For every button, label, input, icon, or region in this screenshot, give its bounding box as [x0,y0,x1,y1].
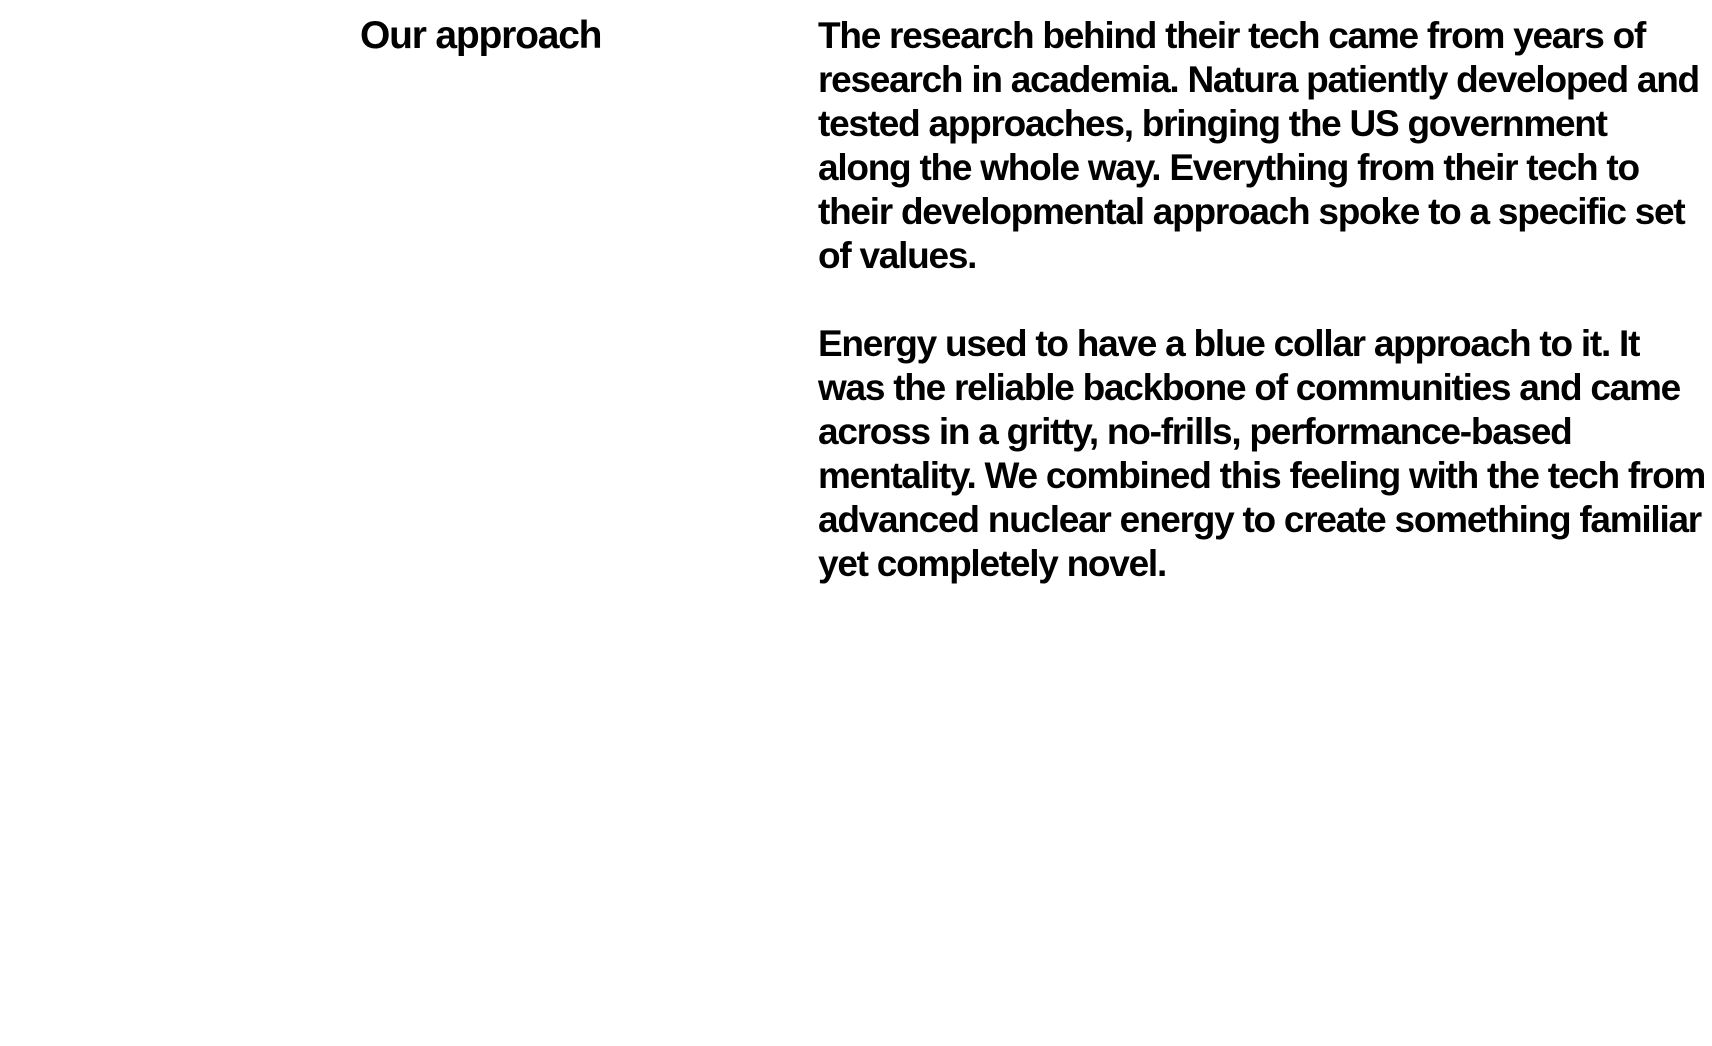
section-title: Our approach [360,14,602,57]
paragraph-energy: Energy used to have a blue collar approach to it. It was the reliable backbone of communities and came across in a gritty, no-frills, performance-based mentality. We combined this feeling with the tech from advanced nuclear energy to create something familiar yet completely novel. [818,323,1706,584]
body-text [818,14,1708,630]
paragraph-research: The research behind their tech came from years of research in academia. Natura patiently developed and tested approaches, bringing the US government along the whole way. Everything from their tech to their developmental approach spoke to a specific set of values. [818,15,1699,276]
